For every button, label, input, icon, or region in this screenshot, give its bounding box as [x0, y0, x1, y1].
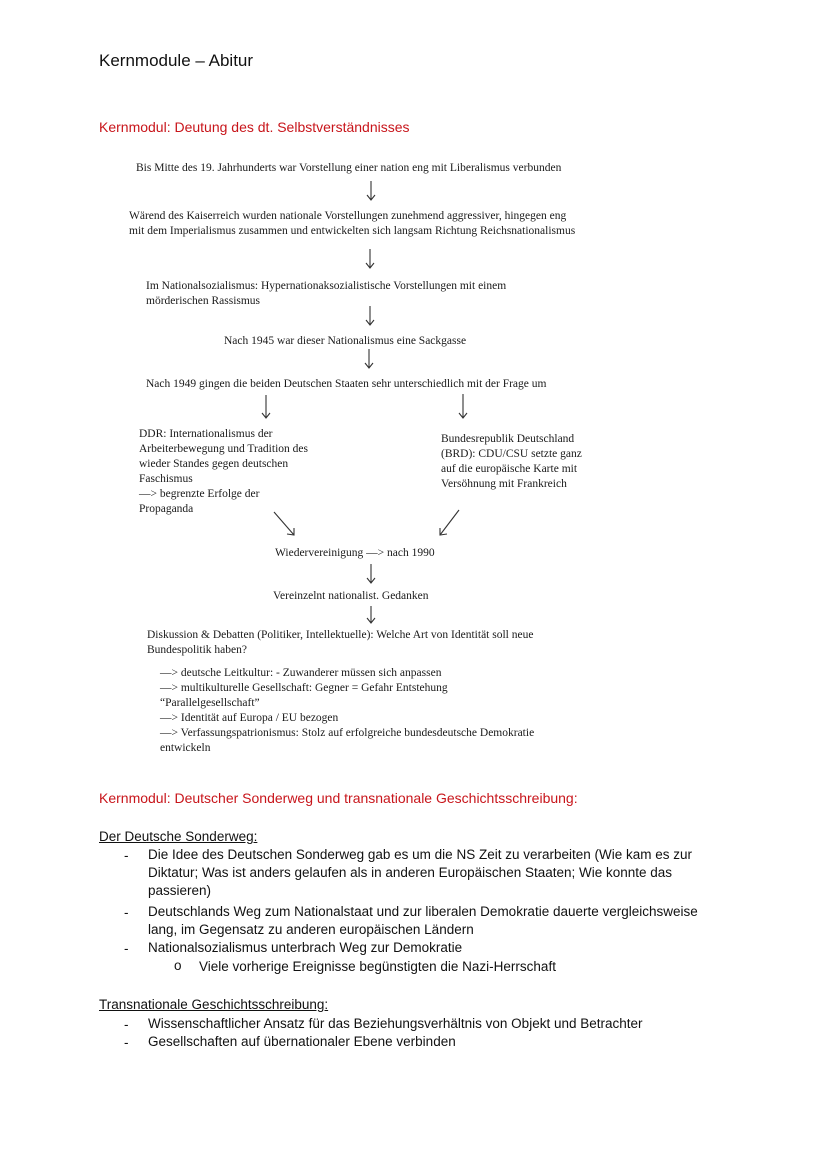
identity-option: —> Verfassungspatrionismus: Stolz auf erfolgreiche bundesdeutsche Demokratie [160, 727, 535, 739]
dash-bullet: - [124, 941, 129, 956]
down-arrow-icon [259, 394, 273, 420]
down-arrow-icon [362, 348, 376, 370]
down-arrow-icon [364, 180, 378, 202]
ddr-line: Arbeiterbewegung und Tradition des [139, 443, 308, 455]
debate-line2: Bundespolitik haben? [147, 644, 247, 656]
brd-line: Versöhnung mit Frankreich [441, 478, 567, 490]
item-line: Deutschlands Weg zum Nationalstaat und zur liberalen Demokratie dauerte vergleichsweise [148, 904, 698, 919]
item-line: lang, im Gegensatz zu anderen europäischen Ländern [148, 922, 474, 937]
section-heading-sonderweg: Kernmodul: Deutscher Sonderweg und transnationale Geschichtsschreibung: [99, 790, 578, 806]
ddr-line: DDR: Internationalismus der [139, 428, 273, 440]
flow-step-1945: Nach 1945 war dieser Nationalismus eine Sackgasse [224, 335, 467, 347]
identity-option: —> deutsche Leitkultur: - Zuwanderer müssen sich anpassen [160, 667, 442, 679]
subheading-sonderweg: Der Deutsche Sonderweg: [99, 829, 258, 844]
flow-step-kaiserreich-line1: Wärend des Kaiserreich wurden nationale Vorstellungen zunehmend aggressiver, hingegen eng [129, 210, 567, 222]
flow-step-wiedervereinigung: Wiedervereinigung —> nach 1990 [275, 547, 435, 559]
diagonal-arrow-icon [436, 508, 462, 538]
ddr-line: —> begrenzte Erfolge der [139, 488, 260, 500]
sonderweg-item [148, 903, 698, 939]
brd-line: (BRD): CDU/CSU setzte ganz [441, 448, 582, 460]
identity-option: “Parallelgesellschaft” [160, 697, 260, 709]
dash-bullet: - [124, 1035, 129, 1050]
transnational-item: Gesellschaften auf übernationaler Ebene verbinden [148, 1034, 456, 1049]
down-arrow-icon [364, 605, 378, 625]
ddr-line: Faschismus [139, 473, 193, 485]
ddr-line: Propaganda [139, 503, 194, 515]
identity-option: —> multikulturelle Gesellschaft: Gegner = Gefahr Entstehung [160, 682, 448, 694]
transnational-item: Wissenschaftlicher Ansatz für das Beziehungsverhältnis von Objekt und Betrachter [148, 1016, 643, 1031]
down-arrow-icon [363, 248, 377, 270]
ddr-description [139, 427, 308, 517]
circle-bullet: o [174, 958, 182, 973]
subheading-transnational: Transnationale Geschichtsschreibung: [99, 997, 329, 1012]
page-title: Kernmodule – Abitur [99, 51, 254, 70]
flow-step-1949: Nach 1949 gingen die beiden Deutschen Staaten sehr unterschiedlich mit der Frage um [146, 378, 547, 390]
brd-line: Bundesrepublik Deutschland [441, 433, 575, 445]
ddr-line: wieder Standes gegen deutschen [139, 458, 289, 470]
dash-bullet: - [124, 848, 129, 863]
identity-option: —> Identität auf Europa / EU bezogen [160, 712, 339, 724]
item-line: passieren) [148, 883, 212, 898]
debate-line1: Diskussion & Debatten (Politiker, Intellektuelle): Welche Art von Identität soll neue [147, 629, 534, 641]
flow-step-ns-line1: Im Nationalsozialismus: Hypernationaksozialistische Vorstellungen mit einem [146, 280, 507, 292]
diagonal-arrow-icon [272, 510, 298, 538]
down-arrow-icon [363, 305, 377, 327]
dash-bullet: - [124, 1017, 129, 1032]
flow-step-19th-century: Bis Mitte des 19. Jahrhunderts war Vorstellung einer nation eng mit Liberalismus verbunden [136, 162, 562, 174]
brd-description [441, 432, 582, 492]
dash-bullet: - [124, 905, 129, 920]
down-arrow-icon [364, 563, 378, 585]
item-line: Die Idee des Deutschen Sonderweg gab es um die NS Zeit zu verarbeiten (Wie kam es zur [148, 847, 693, 862]
identity-option: entwickeln [160, 742, 211, 754]
identity-options [160, 666, 534, 756]
sonderweg-item [148, 846, 692, 900]
down-arrow-icon [456, 393, 470, 420]
item-line: Diktatur; Was ist anders gelaufen als in anderen Europäischen Staaten; Wie konnte das [148, 865, 673, 880]
section-heading-selbstverstaendnis: Kernmodul: Deutung des dt. Selbstverständnisses [99, 119, 410, 135]
flow-step-ns-line2: mörderischen Rassismus [146, 295, 261, 307]
brd-line: auf die europäische Karte mit [441, 463, 578, 475]
sonderweg-item [148, 939, 462, 957]
flow-step-kaiserreich-line2: mit dem Imperialismus zusammen und entwickelten sich langsam Richtung Reichsnationalismus [129, 225, 576, 237]
sonderweg-subitem: Viele vorherige Ereignisse begünstigten die Nazi-Herrschaft [199, 959, 556, 974]
flow-step-nationalist-thoughts: Vereinzelnt nationalist. Gedanken [273, 590, 429, 602]
item-line: Nationalsozialismus unterbrach Weg zur Demokratie [148, 940, 463, 955]
